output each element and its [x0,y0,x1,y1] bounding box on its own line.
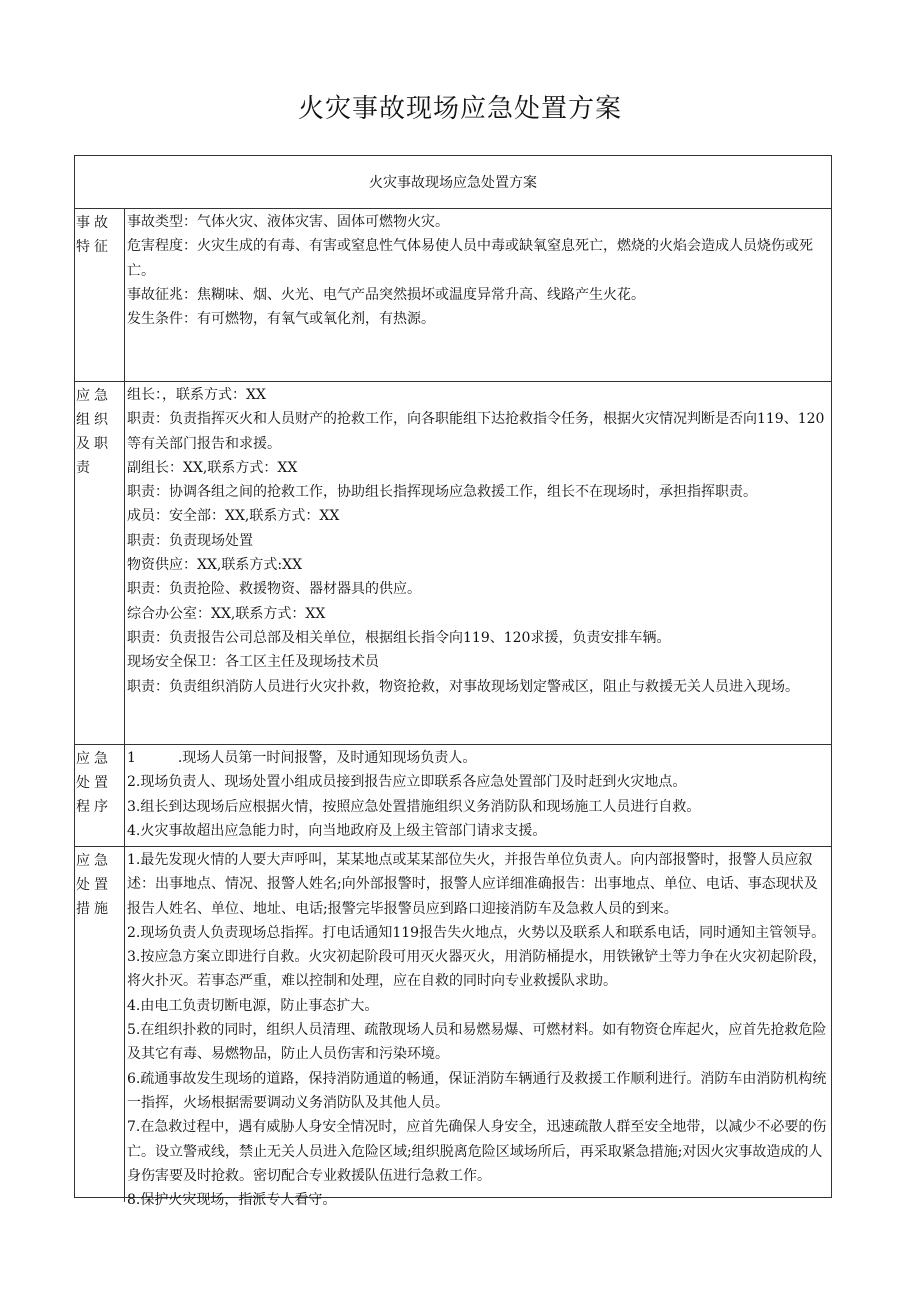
paragraph: 副组长：XX,联系方式：XX [127,459,298,476]
paragraph: 7.在急救过程中，遇有威胁人身安全情况时，应首先确保人身安全，迅速疏散人群至安全地带，以减少不必要的伤亡。设立警戒线，禁止无关人员进入危险区域;组织脱离危险区域场所后，再采取紧急措施;对因火灾事故造成的人身伤害要及时抢救。密切配合专业救援队伍进行急救工作。 [127,1119,827,1184]
section-content [125,209,831,381]
section-emergency-organization [75,382,831,745]
paragraph: 3.按应急方案立即进行自救。火灾初起阶段可用灭火器灭火，用消防桶提水，用铁锹铲土等力争在火灾初起阶段，将火扑灭。若事态严重，难以控制和处理，应在自救的同时向专业救援队求助。 [127,949,827,990]
section-content [125,745,831,846]
paragraph: 4.火灾事故超出应急能力时，向当地政府及上级主管部门请求支援。 [127,822,547,839]
paragraph: 8.保护火灾现场，指派专人看守。 [127,1192,337,1209]
paragraph: 职责：负责现场处置 [127,532,253,549]
section-label: 应急组织及职责 [75,382,125,744]
paragraph: 职责：负责抢险、救援物资、器材器具的供应。 [127,581,421,598]
paragraph: 1 .现场人员第一时间报警，及时通知现场负责人。 [127,750,477,766]
table-header: 火灾事故现场应急处置方案 [75,156,831,209]
paragraph: 危害程度：火灾生成的有毒、有害或窒息性气体易使人员中毒或缺氧窒息死亡，燃烧的火焰会造成人员烧伤或死亡。 [127,238,813,279]
section-accident-features [75,209,831,382]
section-content [125,847,831,1209]
paragraph: 5.在组织扑救的同时，组织人员清理、疏散现场人员和易燃易爆、可燃材料。如有物资仓库起火，应首先抢救危险及其它有毒、易燃物品，防止人员伤害和污染环境。 [127,1022,827,1063]
paragraph: 职责：负责报告公司总部及相关单位，根据组长指令向119、120求援，负责安排车辆。 [127,629,671,646]
paragraph: 3.组长到达现场后应根据火情，按照应急处置措施组织义务消防队和现场施工人员进行自救。 [127,798,701,815]
paragraph: 职责：负责组织消防人员进行火灾扑救，物资抢救，对事故现场划定警戒区，阻止与救援无关人员进入现场。 [127,678,799,695]
paragraph: 物资供应：XX,联系方式:XX [127,557,303,574]
paragraph: 职责：负责指挥灭火和人员财产的抢救工作，向各职能组下达抢救指令任务，根据火灾情况判断是否向119、120等有关部门报告和求援。 [127,411,825,452]
paragraph: 事故征兆：焦糊味、烟、火光、电气产品突然损坏或温度异常升高、线路产生火花。 [127,286,645,303]
paragraph: 1.最先发现火情的人要大声呼叫，某某地点或某某部位失火，并报告单位负责人。向内部报警时，报警人员应叙述：出事地点、情况、报警人姓名;向外部报警时，报警人应详细准确报告：出事地点、单位、电话、事态现状及报告人姓名、单位、地址、电话;报警完毕报警员应到路口迎接消防车及急救人员的到来。 [127,852,818,917]
emergency-plan-table [74,155,832,1209]
paragraph: 2.现场负责人、现场处置小组成员接到报告应立即联系各应急处置部门及时赶到火灾地点。 [127,774,687,791]
section-emergency-measures [75,847,831,1209]
section-label: 应急处置程序 [75,745,125,846]
paragraph: 现场安全保卫：各工区主任及现场技术员 [127,654,379,671]
section-label: 事故特征 [75,209,125,381]
section-content [125,382,831,744]
paragraph: 职责：协调各组之间的抢救工作，协助组长指挥现场应急救援工作，组长不在现场时，承担指挥职责。 [127,484,757,501]
page-title: 火灾事故现场应急处置方案 [297,94,622,124]
paragraph: 4.由电工负责切断电源，防止事态扩大。 [127,997,379,1014]
paragraph: 2.现场负责人负责现场总指挥。打电话通知119报告失火地点，火势以及联系人和联系电话，同时通知主管领导。 [127,924,826,941]
paragraph: 6.疏通事故发生现场的道路，保持消防通道的畅通，保证消防车辆通行及救援工作顺利进行。消防车由消防机构统一指挥，火场根据需要调动义务消防队及其他人员。 [127,1070,827,1111]
paragraph: 成员：安全部：XX,联系方式：XX [127,508,340,525]
section-emergency-procedure [75,745,831,847]
paragraph: 发生条件：有可燃物，有氧气或氧化剂，有热源。 [127,311,435,328]
paragraph: 组长：，联系方式：XX [127,387,266,403]
paragraph: 事故类型：气体火灾、液体灾害、固体可燃物火灾。 [127,214,449,230]
section-label: 应急处置措施 [75,847,125,1202]
paragraph: 综合办公室：XX,联系方式：XX [127,605,326,622]
